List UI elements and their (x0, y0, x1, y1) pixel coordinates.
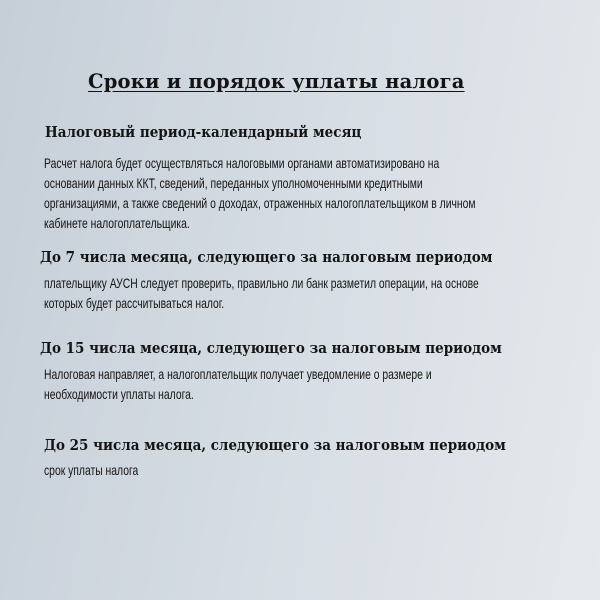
body-line: которых будет рассчитываться налог. (44, 295, 225, 311)
section-heading-day-7: До 7 числа месяца, следующего за налоговым периодом (40, 249, 493, 266)
body-line: кабинете налогоплательщика. (44, 215, 190, 231)
page-title: Сроки и порядок уплаты налога (88, 70, 465, 93)
section-heading-day-15: До 15 числа месяца, следующего за налоговым периодом (40, 340, 502, 357)
section-body-day-15 (44, 364, 432, 404)
section-body-tax-period (44, 153, 476, 233)
body-line: основании данных ККТ, сведений, переданных уполномоченными кредитными (44, 175, 423, 191)
section-body-day-7 (44, 273, 479, 313)
body-line: плательщику АУСН следует проверить, правильно ли банк разметил операции, на основе (44, 275, 479, 291)
body-line: организациями, а также сведений о доходах, отраженных налогоплательщиком в личном (44, 195, 476, 211)
body-line: Налоговая направляет, а налогоплательщик получает уведомление о размере и (44, 366, 432, 382)
body-line: необходимости уплаты налога. (44, 386, 194, 402)
body-line: срок уплаты налога (44, 462, 139, 478)
section-heading-day-25: До 25 числа месяца, следующего за налоговым периодом (44, 437, 506, 454)
section-body-day-25 (44, 460, 138, 480)
section-heading-tax-period: Налоговый период-календарный месяц (45, 124, 362, 141)
body-line: Расчет налога будет осуществляться налоговыми органами автоматизировано на (44, 155, 440, 171)
